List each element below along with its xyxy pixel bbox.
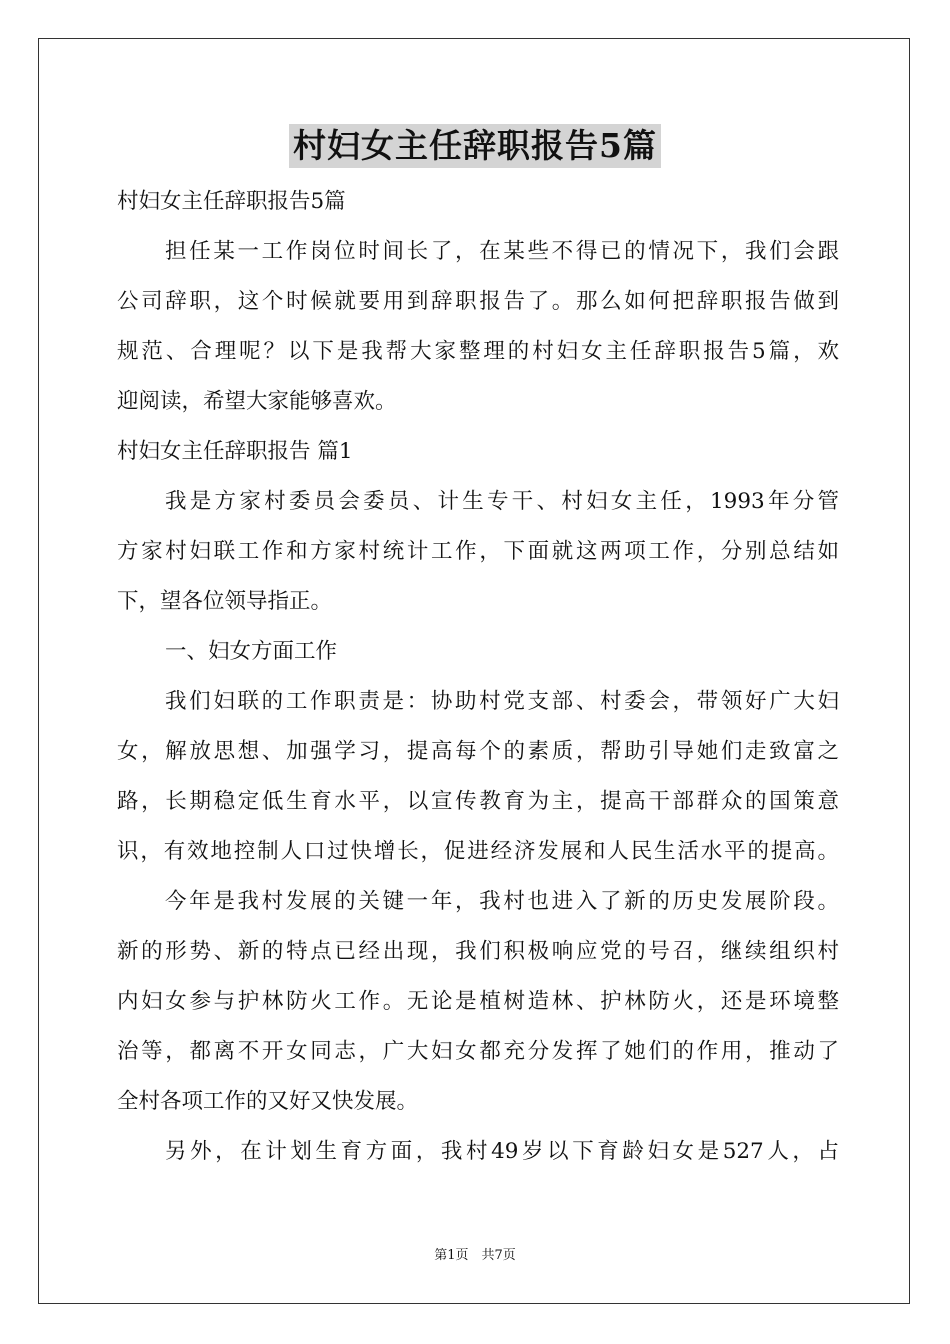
body-line: 路，长期稳定低生育水平，以宣传教育为主，提高干部群众的国策意 [117, 789, 839, 814]
body-line: 公司辞职，这个时候就要用到辞职报告了。那么如何把辞职报告做到 [117, 289, 839, 314]
body-line: 内妇女参与护林防火工作。无论是植树造林、护林防火，还是环境整 [117, 989, 839, 1014]
body-line: 新的形势、新的特点已经出现，我们积极响应党的号召，继续组织村 [117, 939, 839, 964]
section-heading: 村妇女主任辞职报告 篇1 [117, 439, 353, 464]
body-line: 今年是我村发展的关键一年，我村也进入了新的历史发展阶段。 [165, 889, 839, 914]
body-line: 方家村妇联工作和方家村统计工作，下面就这两项工作，分别总结如 [117, 539, 839, 564]
body-line: 全村各项工作的又好又快发展。 [117, 1089, 419, 1114]
document-body [117, 177, 839, 1177]
body-line: 下，望各位领导指正。 [117, 589, 333, 614]
body-line: 另外，在计划生育方面，我村49岁以下育龄妇女是527人，占 [165, 1139, 839, 1164]
body-line: 治等，都离不开女同志，广大妇女都充分发挥了她们的作用，推动了 [117, 1039, 839, 1064]
body-line: 规范、合理呢？以下是我帮大家整理的村妇女主任辞职报告5篇，欢 [117, 339, 839, 364]
body-line: 我是方家村委员会委员、计生专干、村妇女主任，1993年分管 [165, 489, 839, 514]
title-container [0, 124, 950, 168]
subsection-heading: 一、妇女方面工作 [165, 639, 338, 664]
body-line: 女，解放思想、加强学习，提高每个的素质，帮助引导她们走致富之 [117, 739, 839, 764]
subtitle-line: 村妇女主任辞职报告5篇 [117, 189, 346, 214]
body-line: 迎阅读，希望大家能够喜欢。 [117, 389, 397, 414]
body-line: 识，有效地控制人口过快增长，促进经济发展和人民生活水平的提高。 [117, 839, 839, 864]
page-number-footer: 第1页 共7页 [434, 1248, 516, 1263]
document-title: 村妇女主任辞职报告5篇 [289, 124, 661, 168]
body-line: 我们妇联的工作职责是：协助村党支部、村委会，带领好广大妇 [165, 689, 839, 714]
body-line: 担任某一工作岗位时间长了，在某些不得已的情况下，我们会跟 [165, 239, 839, 264]
